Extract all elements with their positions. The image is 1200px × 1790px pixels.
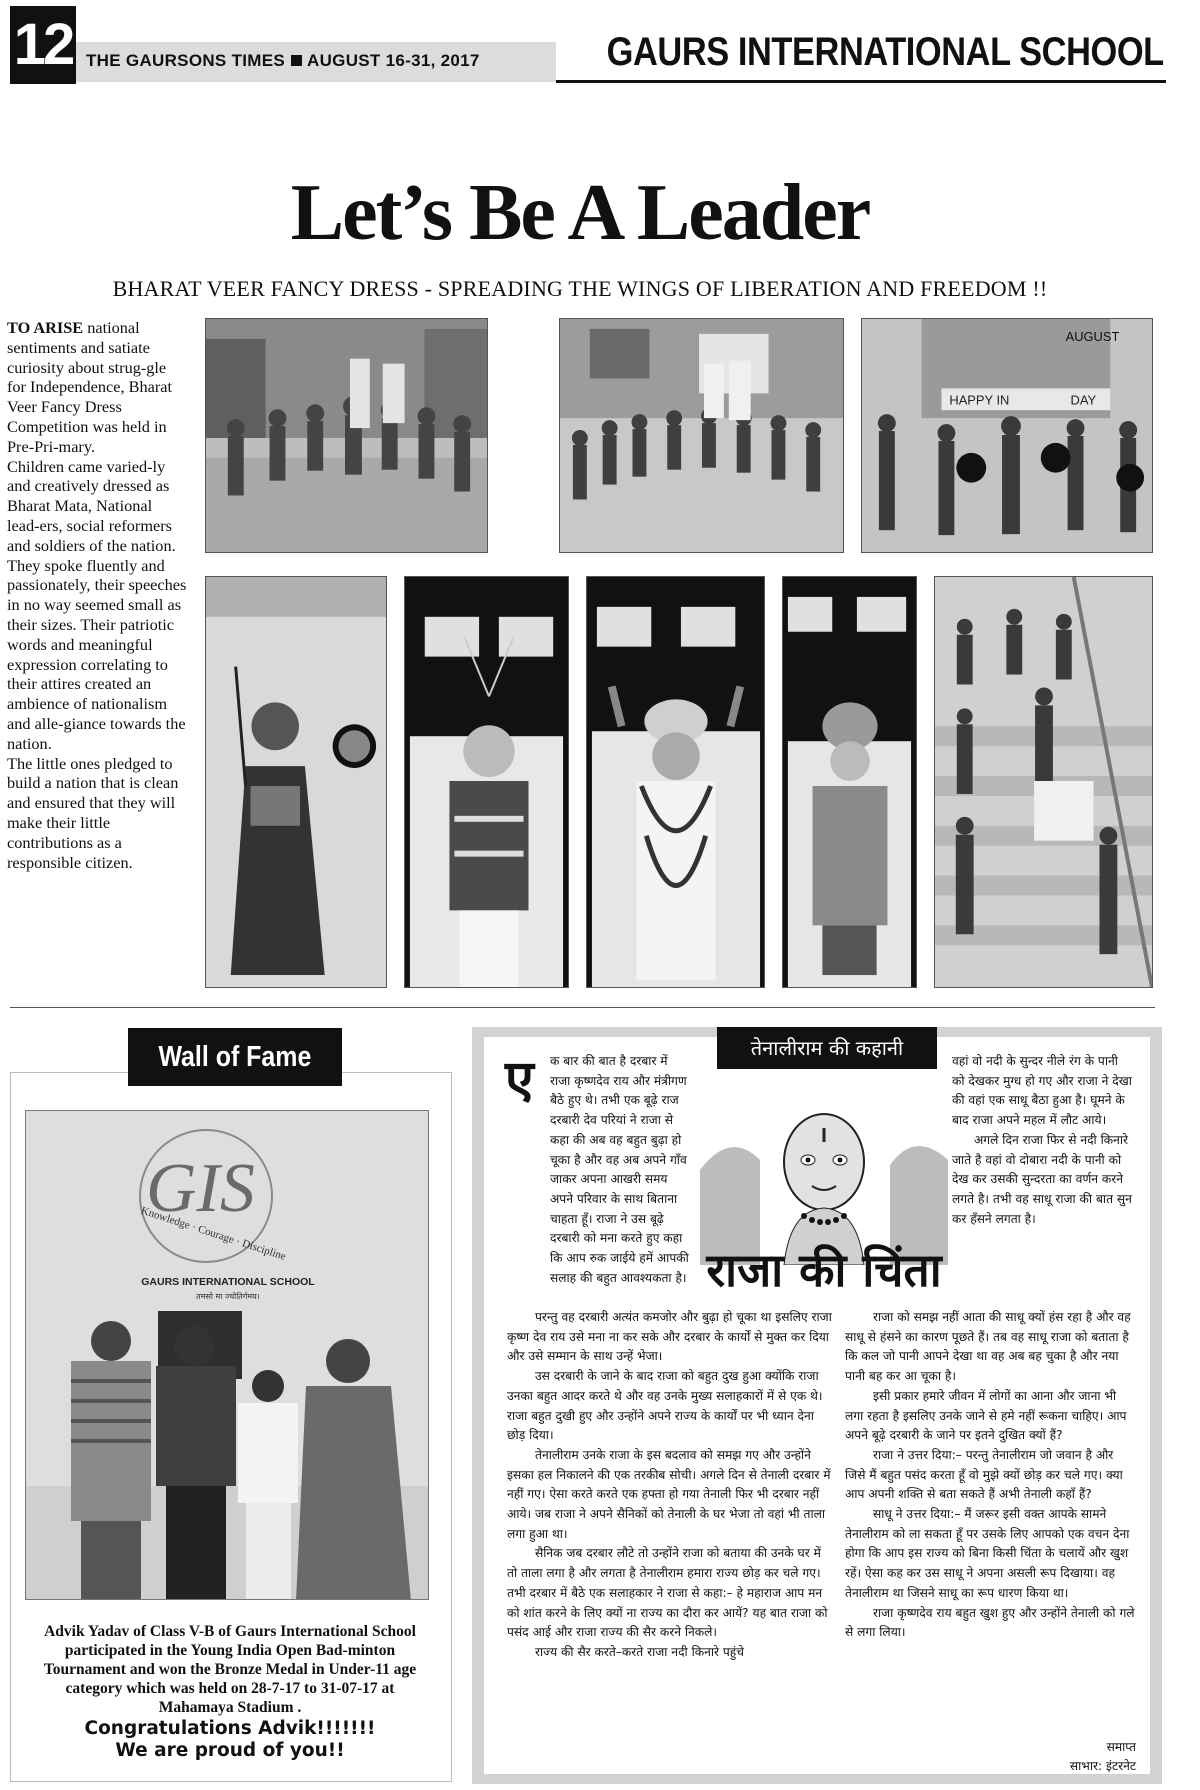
- school-logo: GIS: [146, 1150, 255, 1227]
- story-end-mark: समाप्त: [1106, 1740, 1136, 1754]
- story-paragraph: They spoke fluently and passionately, their speeches in no way seemed small as their sizes. Their patriotic words and meaningful expression correlating to their attires created an ambience of nationalism and alle-giance towards the nation.: [7, 555, 187, 753]
- story-paragraph: अगले दिन राजा फिर से नदी किनारे जाते है वहां वो दोबारा नदी के पानी को देख कर उसकी सुन्दरता का वर्णन करने लगते है। तभी वह साधू राजा की बात सुन कर हँसने लगता है।: [952, 1132, 1132, 1226]
- story-credit: साभार: इंटरनेट: [1069, 1759, 1136, 1773]
- photo-child-soldier: [404, 576, 569, 988]
- award-caption: Advik Yadav of Class V-B of Gaurs International School participated in the Young India Open Bad-minton Tournament and won the Bronze Medal in Under-11 age category which was held on 28-7-17 to 31-07-17 at Mahamaya Stadium .: [43, 1623, 417, 1716]
- story-paragraph: राजा ने उत्तर दिया:– परन्तु तेनालीराम जो जवान है और जिसे मैं बहुत पसंद करता हूँ वो मुझे क्यों छोड़ कर चले गए। क्या आप अपनी शक्ति से बता सकते हैं अभी तेनाली कहाँ हैं?: [845, 1447, 1123, 1502]
- story-paragraph: इसी प्रकार हमारे जीवन में लोगों का आना और जाना भी लगा रहता है इसलिए उनके जाने से हमे नहीं रूकना चाहिए। आप अपने बूढ़े दरबारी के जाने पर इतने दुखित क्यों हैं?: [845, 1388, 1127, 1443]
- story-paragraph: राज्य की सैर करते–करते राजा नदी किनारे पहुंचे: [535, 1644, 745, 1659]
- story-paragraph: राजा कृष्णदेव राय बहुत खुश हुए और उन्होंने तेनाली को गले से लगा लिया।: [845, 1605, 1135, 1640]
- feature-story: [7, 318, 187, 872]
- subheadline: BHARAT VEER FANCY DRESS - SPREADING THE WINGS OF LIBERATION AND FREEDOM !!: [112, 276, 1048, 301]
- school-name: GAURS INTERNATIONAL SCHOOL: [606, 30, 1164, 74]
- story-paragraph: परन्तु वह दरबारी अत्यंत कमजोर और बुढ़ा हो चूका था इसलिए राजा कृष्ण देव राय उसे मना ना कर सके और दरबार के कार्यों से मुक्त कर दिया और उसे सम्मान के साथ उन्हें भेजा।: [507, 1310, 832, 1364]
- issue-line: [86, 51, 480, 71]
- story-paragraph: साधू ने उत्तर दिया:– मैं जरूर इसी वक्त आपके सामने तेनालीराम को ला सकता हूँ पर उसके लिए आपको एक वचन देना होगा कि आप इस राज्य को बिना किसी चिंता के चलायें और खुश रहें। ऐसा कह कर उस साधू ने अपना असली रूप दिखाया। वह तेनालीराम था जिसने साधू का रूप धारण किया था।: [845, 1507, 1130, 1600]
- story-paragraph: [7, 318, 187, 457]
- congrats-line: Congratulations Advik!!!!!!!: [84, 1718, 376, 1739]
- sign-motto: तमसो मा ज्योतिर्गमय।: [196, 1292, 260, 1301]
- photo-group-staircase: [934, 576, 1153, 988]
- story-section-tag: तेनालीराम की कहानी: [717, 1027, 937, 1069]
- photo-group-courtyard: [205, 318, 488, 553]
- issue-date: AUGUST 16-31, 2017: [307, 51, 480, 70]
- wall-of-fame-title-text: Wall of Fame: [158, 1041, 312, 1073]
- photo-child-leader-turban: [782, 576, 917, 988]
- lead-text: national sentiments and satiate curiosity about strug-gle for Independence, Bharat Veer Fancy Dress Competition was held in Pre-Pri-mary.: [7, 318, 172, 456]
- story-column-intro: [510, 1052, 690, 1288]
- headline: Let’s Be A Leader: [290, 169, 870, 257]
- award-photo: [25, 1110, 429, 1600]
- story-column-right-top: [952, 1052, 1134, 1229]
- story-column-left: [507, 1308, 832, 1663]
- lead-in: TO ARISE: [7, 318, 84, 337]
- story-paragraph: तेनालीराम उनके राजा के इस बदलाव को समझ गए और उन्होंने इसका हल निकालने की एक तरकीब सोची। अगले दिन से तेनाली दरबार में नहीं गए। ऐसा करते करते एक हफ्ता हो गया तेनाली फिर भी दरबार नहीं आये। जब राजा ने अपने सैनिकों को तेनाली के घर भेजा तो वहां भी ताला लगा हुआ था।: [507, 1447, 831, 1541]
- story-paragraph: The little ones pledged to build a nation that is clean and ensured that they will make their little contributions as a responsible citizen.: [7, 753, 179, 872]
- congrats-line: We are proud of you!!: [115, 1740, 345, 1761]
- photo-child-freedom-fighter: [586, 576, 765, 988]
- wall-of-fame-title: [128, 1028, 342, 1086]
- story-paragraph: सैनिक जब दरबार लौटे तो उन्होंने राजा को बताया की उनके घर में तो ताला लगा है और लगता है तेनालीराम हमारा राज्य छोड़ कर चले गए। तभी दरबार में बैठे एक सलाहकार ने राजा से कहा:– हे महाराज आप मन को शांत करने के लिए क्यों ना राज्य का दौरा कर आयें? यह बात राजा को पसंद आई और राजा राज्य की सैर करने निकले।: [507, 1546, 828, 1640]
- banner-text: DAY: [1070, 392, 1097, 408]
- photo-child-warrior-queen: [205, 576, 387, 988]
- story-paragraph: उस दरबारी के जाने के बाद राजा को बहुत दुख हुआ क्योंकि राजा उनका बहुत आदर करते थे और वह उनके मुख्य सलाहकारों में से एक थे। राजा बहुत दुखी हुए और उन्होंने अपने राज्य के कार्यों पर भी ध्यान देना छोड़ दिया।: [507, 1369, 823, 1443]
- photo-group-independence-board: [861, 318, 1153, 553]
- photo-group-classroom: [559, 318, 844, 553]
- publication-name: THE GAURSONS TIMES: [86, 51, 286, 70]
- banner-text: HAPPY IN: [949, 392, 1010, 408]
- story-column-right: [845, 1308, 1135, 1643]
- story-paragraph: वहां वो नदी के सुन्दर नीले रंग के पानी को देखकर मुग्ध हो गए और राजा ने देखा की वहां एक साधू बैठा हुआ है। घूमने के बाद राजा अपने महल में लौट आये।: [952, 1054, 1132, 1128]
- congratulations-message: [30, 1718, 430, 1762]
- story-paragraph: क बार की बात है दरबार में राजा कृष्णदेव राय और मंत्रीगण बैठे हुए थे। तभी एक बूढ़े राज दरबारी देव परियां ने राजा से कहा की अब वह बहुत बुढ़ा हो चूका है और वह अब अपने गाँव जाकर अपना आखरी समय अपने परिवार के साथ बिताना चाहता हूँ। राजा ने उस बूढ़े दरबारी को मना करते हुए कहा कि आप रुक जाईये हमें आपकी सलाह की बहुत आवश्यकता है।: [550, 1054, 689, 1285]
- story-paragraph: राजा को समझ नहीं आता की साधू क्यों हंस रहा है और वह साधू से हंसने का कारण पूछते हैं। तब वह साधू राजा को बताता है कि कल जो पानी आपने देखा था वह अब बह चुका है और नया पानी बह कर आ चूका है।: [845, 1310, 1131, 1384]
- page-number: 12: [10, 6, 76, 84]
- issue-bar: [76, 42, 556, 82]
- banner-text: AUGUST: [1065, 328, 1120, 344]
- story-paragraph: Children came varied-ly and creatively dressed as Bharat Mata, National lead-ers, social reformers and soldiers of the nation.: [7, 456, 176, 555]
- section-divider: [10, 1007, 1155, 1008]
- sign-school-name: GAURS INTERNATIONAL SCHOOL: [141, 1276, 315, 1288]
- masthead-rule: [556, 80, 1166, 83]
- square-bullet-icon: [291, 55, 302, 66]
- drop-cap: ए: [505, 1050, 534, 1110]
- tenali-illustration: [700, 1090, 948, 1265]
- logo-motto: Knowledge · Courage · Discipline: [139, 1204, 288, 1263]
- story-title: राजा की चिंता: [706, 1243, 942, 1297]
